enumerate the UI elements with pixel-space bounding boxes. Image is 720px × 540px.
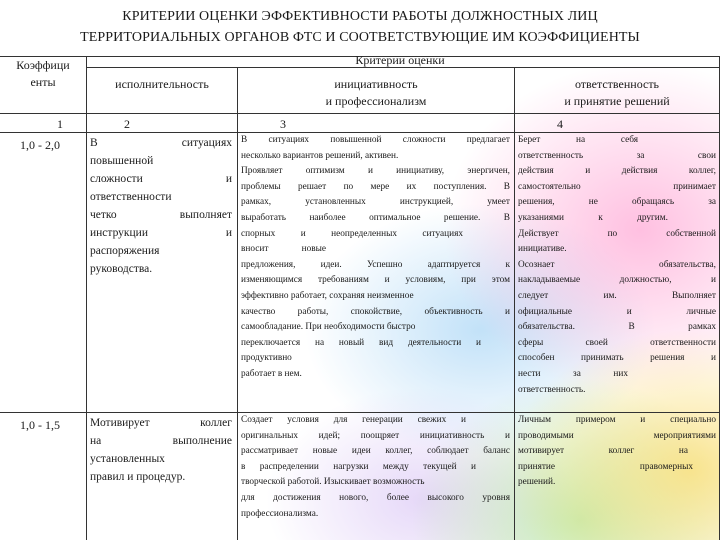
row2-responsibility: Личным примером и специально проводимыми мероприятиями мотивирует коллег на принятие правомерных решений. xyxy=(518,415,716,488)
row2-execution: Мотивирует коллег на выполнение установленных правил и процедур. xyxy=(90,417,232,483)
title-line-2: ТЕРРИТОРИАЛЬНЫХ ОРГАНОВ ФТС И СООТВЕТСТВУЮЩИЕ ИМ КОЭФФИЦИЕНТЫ xyxy=(80,30,640,45)
execution-header: исполнительность xyxy=(115,77,209,91)
row1-execution: В ситуациях повышенной сложности и ответственности четко выполняет инструкции и распоряжения руководства. xyxy=(90,137,232,275)
row1-coefficient: 1,0 - 2,0 xyxy=(20,138,60,152)
page-title xyxy=(0,6,720,48)
column-number-4: 4 xyxy=(557,117,563,131)
column-number-3: 3 xyxy=(280,117,286,131)
row1-responsibility: Берет на себя ответственность за свои действия и действия коллег, самостоятельно принимает решения, не обращаясь за указаниями к другим. Действует по собственной инициативе. Осознает обязательства, накладываемые должностью, и следует им. Выполняет официальные и личные обязательства. В рамках сферы своей ответственности способен принимать решения и нести за них ответственность. xyxy=(518,135,716,395)
row1-initiative: В ситуациях повышенной сложности предлагает несколько вариантов решений, активен. Проявляет оптимизм и инициативу, энергичен, проблемы решает по мере их поступления. В рамках, установленных инструкцией, умеет выработать наиболее оптимальное решение. В спорных и неопределенных ситуациях вносит новые предложения, идеи. Успешно адаптируется к изменяющимся требованиям и условиям, при этом эффективно работает, сохраняя неизменное качество работы, спокойствие, объективность и самообладание. При необходимости быстро переключается на новый вид деятельности и продуктивно работает в нем. xyxy=(241,135,510,379)
column-number-1: 1 xyxy=(57,117,63,131)
numbers-row-top-border xyxy=(0,113,720,114)
column-number-2: 2 xyxy=(124,117,130,131)
col3-right-border xyxy=(514,67,515,540)
row2-initiative: Создает условия для генерации свежих и оригинальных идей; поощряет инициативность и рассматривает новые идеи коллег, соблюдает баланс в распределении нагрузки между текущей и творческой работой. Изыскивает возможность для достижения нового, более высокого уровня профессионализма. xyxy=(241,415,510,519)
coefficient-header: Коэффици енты xyxy=(16,58,70,89)
initiative-header: инициативность и профессионализм xyxy=(325,77,427,108)
responsibility-header: ответственность и принятие решений xyxy=(564,77,670,108)
title-line-1: КРИТЕРИИ ОЦЕНКИ ЭФФЕКТИВНОСТИ РАБОТЫ ДОЛЖНОСТНЫХ ЛИЦ xyxy=(122,9,598,24)
criteria-header: Критерии оценки xyxy=(355,53,445,67)
criteria-table xyxy=(0,53,720,540)
col2-right-border xyxy=(237,67,238,540)
row2-coefficient: 1,0 - 1,5 xyxy=(20,418,60,432)
